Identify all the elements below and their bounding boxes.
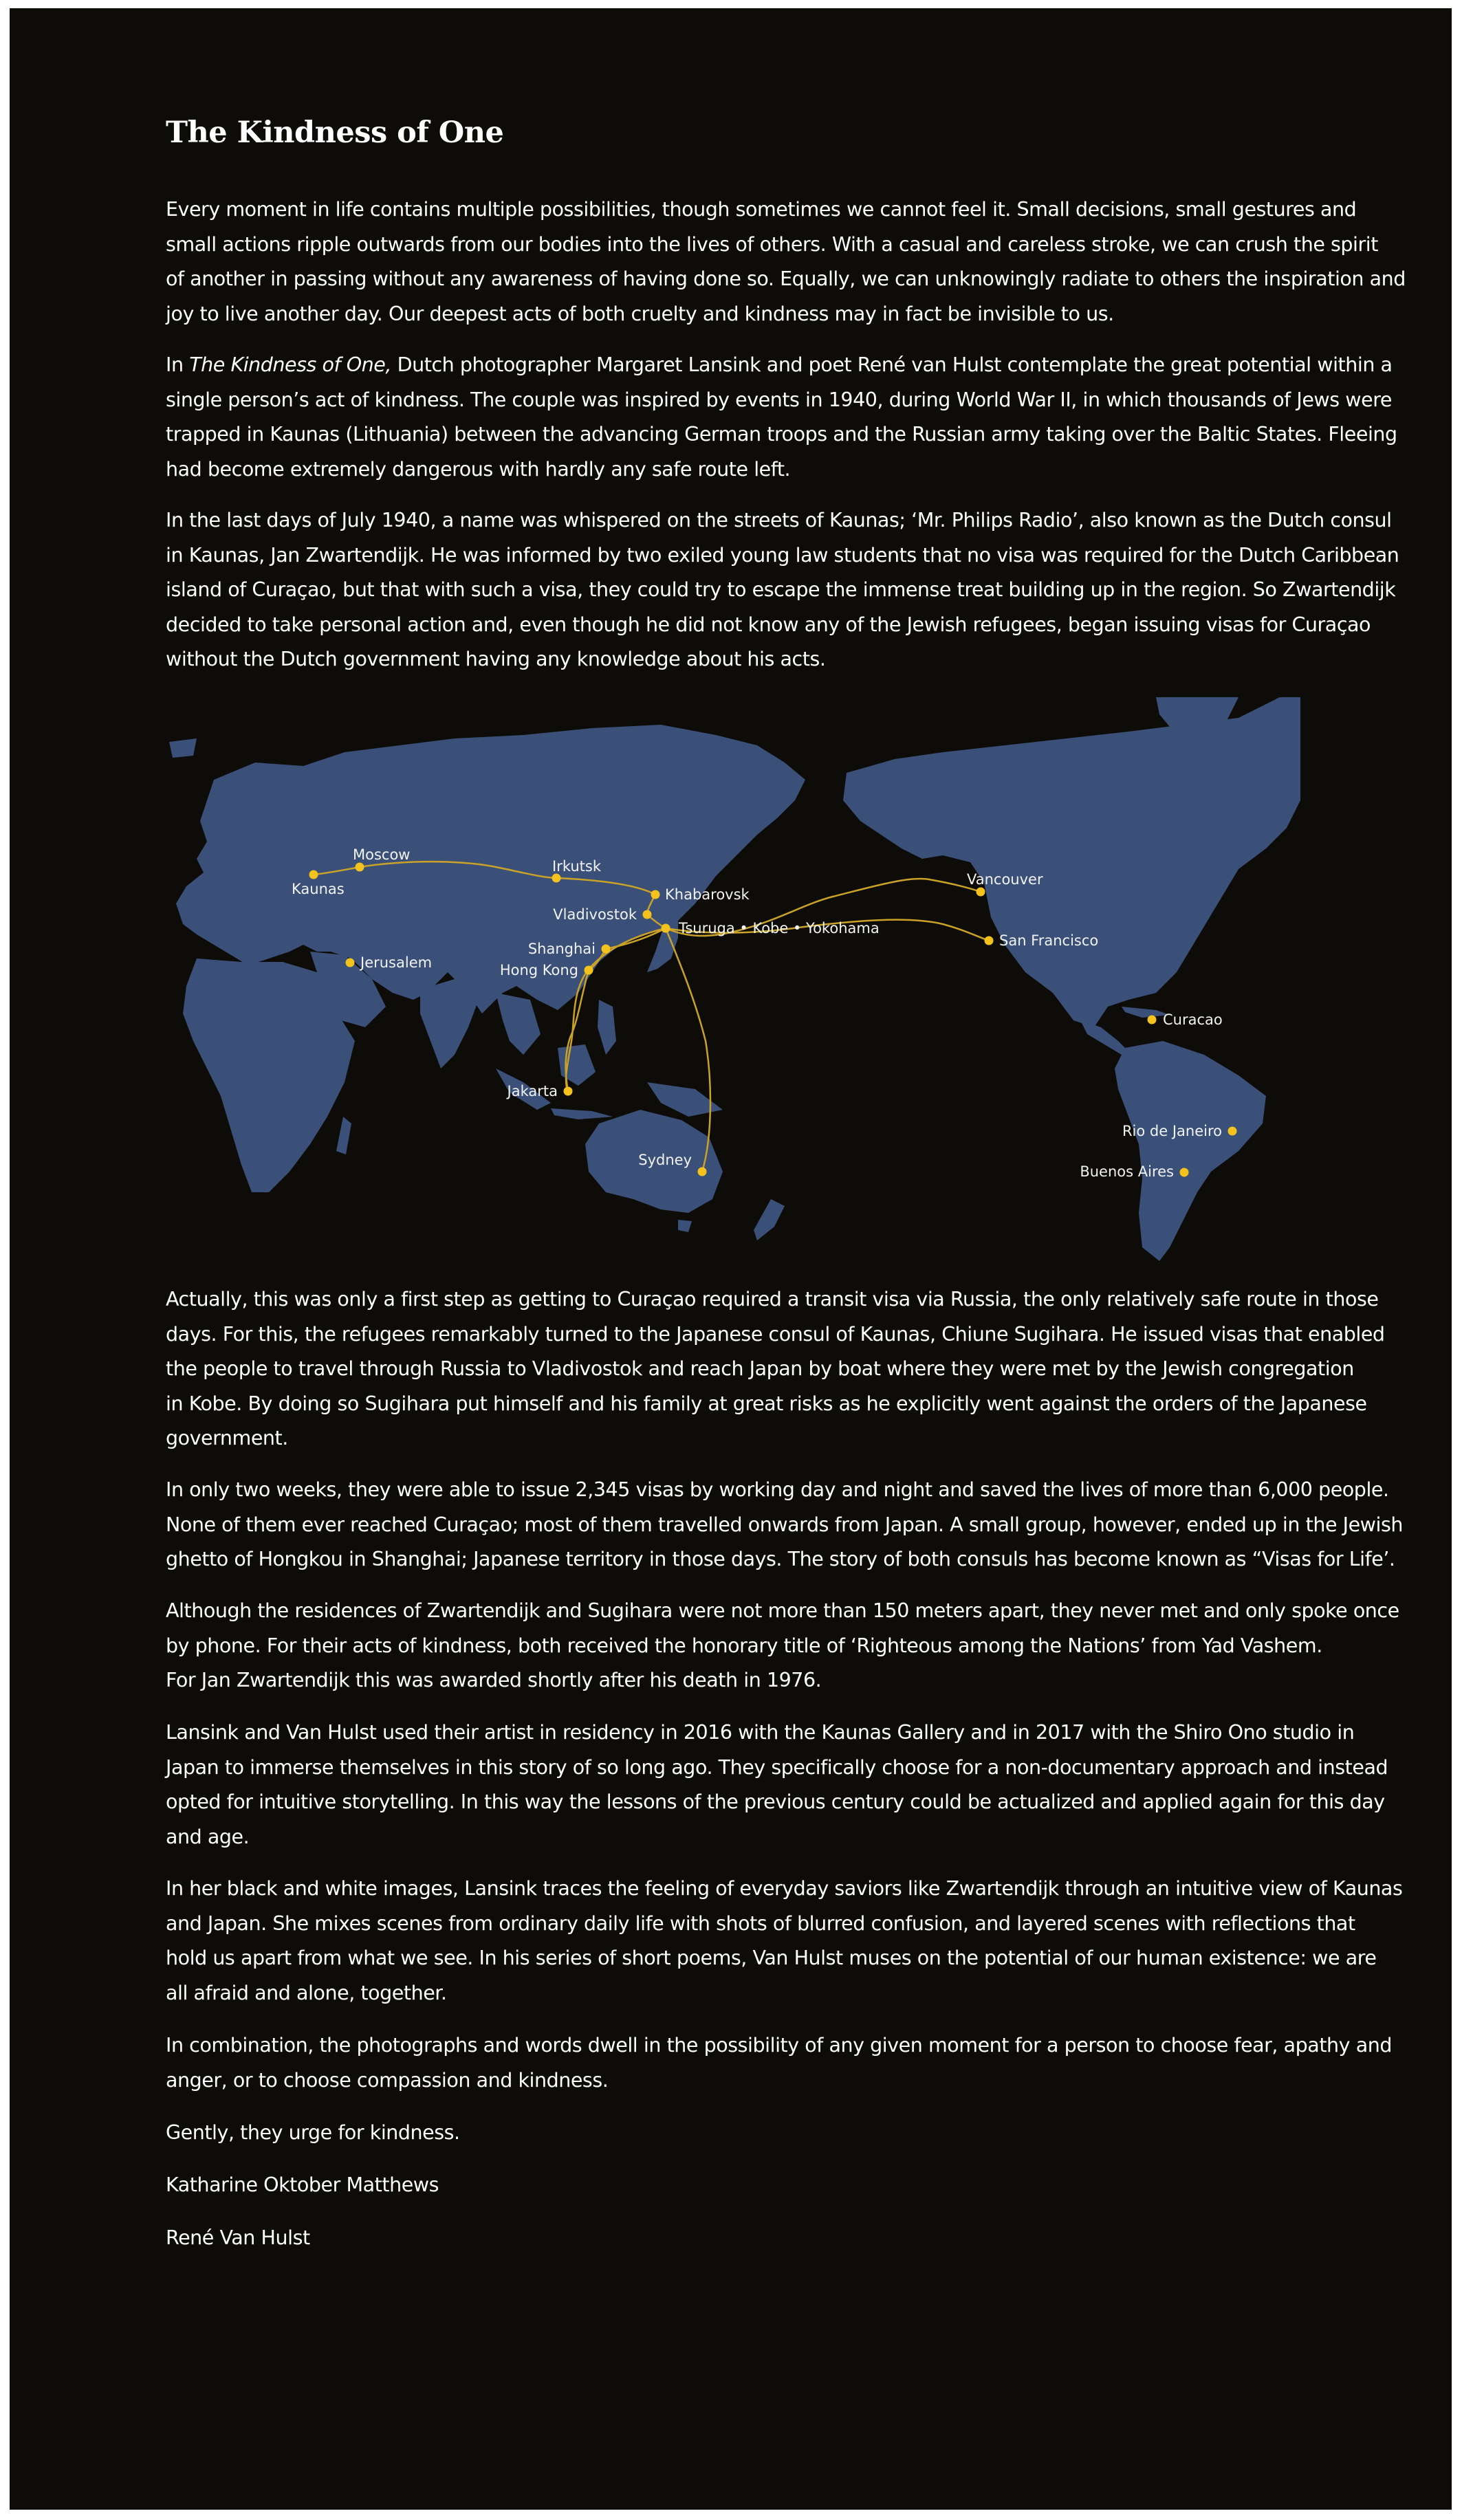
city-dot-san-francisco bbox=[985, 936, 994, 945]
text-line: the people to travel through Russia to Vladivostok and reach Japan by boat where they were met by the Jewish congregation bbox=[166, 1357, 1354, 1380]
text-line: ghetto of Hongkou in Shanghai; Japanese territory in those days. The story of both consuls has become known as “Visas for Life’. bbox=[166, 1548, 1395, 1570]
city-dot-khabarovsk bbox=[651, 890, 660, 899]
land-iceland bbox=[169, 738, 197, 758]
text-line: joy to live another day. Our deepest acts of both cruelty and kindness may in fact be invisible to us. bbox=[166, 302, 1114, 325]
city-label-shanghai: Shanghai bbox=[527, 941, 596, 957]
city-label-irkutsk: Irkutsk bbox=[552, 858, 601, 875]
city-label-rio-de-janeiro: Rio de Janeiro bbox=[1122, 1123, 1222, 1139]
world-map-svg bbox=[166, 697, 1300, 1261]
land-madagascar bbox=[336, 1117, 351, 1154]
paragraph-combination bbox=[166, 2028, 1392, 2098]
land-new-guinea bbox=[647, 1082, 723, 1117]
text-line: For Jan Zwartendijk this was awarded shortly after his death in 1976. bbox=[166, 1669, 822, 1691]
city-dot-curacao bbox=[1148, 1016, 1157, 1025]
text-line: small actions ripple outwards from our bodies into the lives of others. With a casual and careless stroke, we can crush the spirit bbox=[166, 232, 1378, 256]
paragraph-book bbox=[166, 348, 1397, 487]
text-line: In only two weeks, they were able to issue 2,345 visas by working day and night and saved the lives of more than 6,000 people. bbox=[166, 1478, 1389, 1501]
text-line: of another in passing without any awareness of having done so. Equally, we can unknowingly radiate to others the inspiration and bbox=[166, 267, 1406, 290]
city-label-kaunas: Kaunas bbox=[292, 881, 345, 897]
text-line: and age. bbox=[166, 1825, 250, 1848]
paragraph-residency bbox=[166, 1716, 1388, 1854]
text-line: Japan to immerse themselves in this story of so long ago. They specifically choose for a non-documentary approach and instead bbox=[166, 1755, 1388, 1779]
city-label-tsuruga-kobe-yokohama: Tsuruga • Kobe • Yokohama bbox=[679, 920, 880, 936]
text-line: and Japan. She mixes scenes from ordinary daily life with shots of blurred confusion, and layered scenes with reflections that bbox=[166, 1911, 1355, 1935]
city-label-jerusalem: Jerusalem bbox=[360, 954, 433, 971]
text-line: In combination, the photographs and words dwell in the possibility of any given moment for a person to choose fear, apathy and bbox=[166, 2034, 1392, 2057]
text-line: trapped in Kaunas (Lithuania) between the advancing German troops and the Russian army taking over the Baltic States. Fleeing bbox=[166, 423, 1397, 446]
paragraph-intro bbox=[166, 193, 1406, 331]
text-line: In her black and white images, Lansink traces the feeling of everyday saviors like Zwartendijk through an intuitive view of Kaunas bbox=[166, 1877, 1403, 1900]
text-line: in Kobe. By doing so Sugihara put himself and his family at great risks as he explicitly went against the orders of the Japanese bbox=[166, 1392, 1367, 1415]
paragraph-residences bbox=[166, 1594, 1399, 1698]
text-line: Katharine Oktober Matthews bbox=[166, 2173, 439, 2196]
text-line: Although the residences of Zwartendijk and Sugihara were not more than 150 meters apart, they never met and only spoke once bbox=[166, 1599, 1399, 1622]
text-line: Every moment in life contains multiple possibilities, though sometimes we cannot feel it. Small decisions, small gestures and bbox=[166, 198, 1357, 221]
city-dot-sydney bbox=[698, 1168, 707, 1176]
city-dot-vladivostok bbox=[643, 910, 652, 919]
city-dot-kaunas bbox=[309, 870, 318, 879]
city-label-khabarovsk: Khabarovsk bbox=[665, 886, 750, 903]
city-dot-buenos-aires bbox=[1180, 1168, 1189, 1177]
text-line: None of them ever reached Curaçao; most of them travelled onwards from Japan. A small group, however, ended up in the Jewish bbox=[166, 1513, 1404, 1536]
land-north-america bbox=[843, 697, 1300, 1027]
text-line: decided to take personal action and, even though he did not know any of the Jewish refugees, began issuing visas for Curaçao bbox=[166, 613, 1371, 636]
city-label-buenos-aires: Buenos Aires bbox=[1080, 1163, 1174, 1180]
city-label-jakarta: Jakarta bbox=[507, 1083, 558, 1099]
text-line: In the last days of July 1940, a name was whispered on the streets of Kaunas; ‘Mr. Philips Radio’, also known as the Dutch consul bbox=[166, 509, 1392, 532]
route-map bbox=[166, 697, 1300, 1261]
text-line: island of Curaçao, but that with such a visa, they could try to escape the immense treat building up in the region. So Zwartendijk bbox=[166, 578, 1396, 601]
page-title: The Kindness of One bbox=[166, 116, 504, 150]
text-line: by phone. For their acts of kindness, both received the honorary title of ‘Righteous among the Nations’ from Yad Vashem. bbox=[166, 1634, 1322, 1657]
text-line: Actually, this was only a first step as getting to Curaçao required a transit visa via Russia, the only relatively safe route in those bbox=[166, 1288, 1379, 1311]
land-philippines bbox=[598, 1000, 616, 1055]
city-dot-rio-de-janeiro bbox=[1228, 1127, 1237, 1136]
city-label-san-francisco: San Francisco bbox=[999, 932, 1099, 949]
page-frame bbox=[10, 8, 1452, 2510]
text-line: opted for intuitive storytelling. In this way the lessons of the previous century could be actualized and applied again for this day bbox=[166, 1790, 1385, 1813]
city-dot-tsuruga-kobe-yokohama bbox=[662, 924, 670, 933]
city-label-hong-kong: Hong Kong bbox=[499, 962, 578, 978]
author-matthews bbox=[166, 2168, 1300, 2203]
city-dot-shanghai bbox=[602, 945, 611, 954]
text-line: had become extremely dangerous with hardly any safe route left. bbox=[166, 457, 791, 481]
city-dot-irkutsk bbox=[552, 874, 561, 883]
text-line: all afraid and alone, together. bbox=[166, 1981, 447, 2004]
city-dot-moscow bbox=[356, 863, 364, 872]
land-indochina bbox=[496, 993, 541, 1055]
text-line: Lansink and Van Hulst used their artist in residency in 2016 with the Kaunas Gallery and in 2017 with the Shiro Ono studio in bbox=[166, 1721, 1355, 1744]
text-line: single person’s act of kindness. The couple was inspired by events in 1940, during World War II, in which thousands of Jews were bbox=[166, 388, 1392, 411]
paragraph-images bbox=[166, 1872, 1403, 2010]
paragraph-sugihara bbox=[166, 1282, 1385, 1456]
text-line: government. bbox=[166, 1427, 288, 1449]
city-label-curacao: Curacao bbox=[1163, 1011, 1223, 1028]
text-line: René Van Hulst bbox=[166, 2226, 310, 2249]
text-line bbox=[166, 348, 1393, 383]
land-south-america bbox=[1115, 1041, 1266, 1261]
land-central-america bbox=[1080, 1020, 1128, 1055]
text-line: days. For this, the refugees remarkably turned to the Japanese consul of Kaunas, Chiune Sugihara. He issued visas that enabled bbox=[166, 1322, 1385, 1346]
paragraph-closing bbox=[166, 2116, 1300, 2151]
text-line: without the Dutch government having any knowledge about his acts. bbox=[166, 648, 826, 670]
book-title-italic: The Kindness of One, bbox=[189, 353, 391, 376]
city-label-sydney: Sydney bbox=[638, 1152, 692, 1168]
land-java bbox=[551, 1108, 613, 1119]
text-line: Gently, they urge for kindness. bbox=[166, 2121, 460, 2144]
paragraph-zwartendijk bbox=[166, 503, 1399, 677]
author-van-hulst bbox=[166, 2221, 1300, 2256]
city-label-vancouver: Vancouver bbox=[967, 871, 1043, 888]
land-tasmania bbox=[678, 1220, 692, 1232]
paragraph-visas bbox=[166, 1473, 1404, 1577]
city-label-moscow: Moscow bbox=[353, 846, 411, 863]
city-label-vladivostok: Vladivostok bbox=[553, 906, 637, 923]
city-dot-hong-kong bbox=[585, 966, 593, 975]
city-dot-jerusalem bbox=[346, 958, 355, 967]
land-india bbox=[420, 979, 479, 1069]
text-line: hold us apart from what we see. In his series of short poems, Van Hulst muses on the potential of our human existence: we are bbox=[166, 1947, 1377, 1969]
text-run: In bbox=[166, 353, 190, 376]
text-line: in Kaunas, Jan Zwartendijk. He was informed by two exiled young law students that no visa was required for the Dutch Caribbean bbox=[166, 543, 1399, 567]
text-line: anger, or to choose compassion and kindness. bbox=[166, 2068, 609, 2092]
city-dot-jakarta bbox=[564, 1087, 573, 1096]
land-borneo bbox=[558, 1044, 596, 1086]
land-new-zealand bbox=[754, 1199, 785, 1240]
city-dot-vancouver bbox=[977, 888, 985, 897]
text-run: Dutch photographer Margaret Lansink and poet René van Hulst contemplate the great potential within a bbox=[391, 353, 1393, 376]
